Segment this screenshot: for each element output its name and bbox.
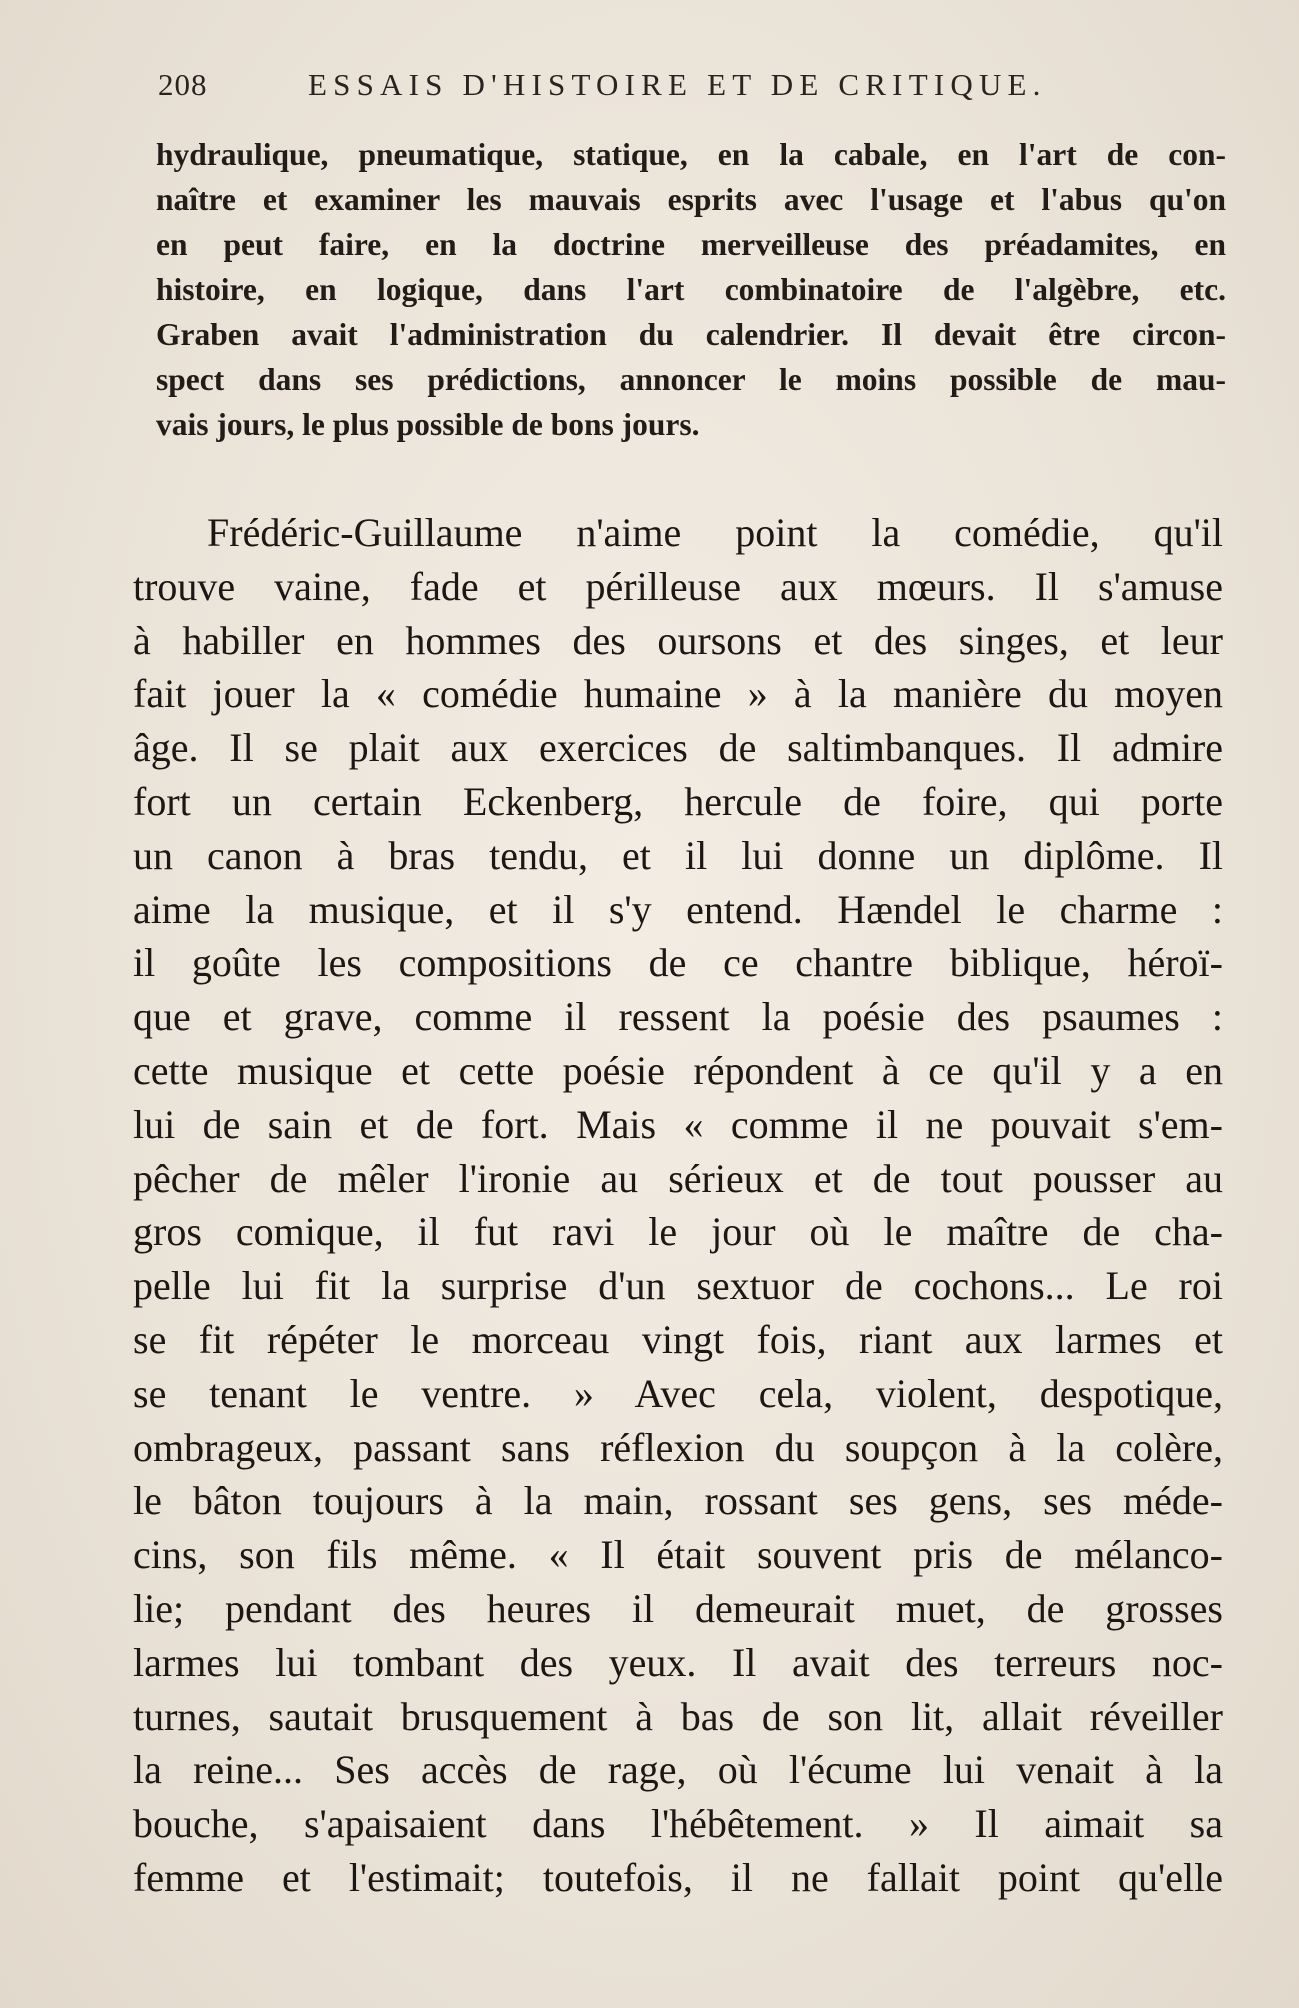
quote-line: spect dans ses prédictions, annoncer le moins possible de mau- [156,362,1226,397]
body-line: pelle lui fit la surprise d'un sextuor de cochons... Le roi [133,1263,1223,1309]
body-line: à habiller en hommes des oursons et des singes, et leur [133,617,1223,663]
body-line: bouche, s'apaisaient dans l'hébêtement. » Il aimait sa [133,1801,1223,1847]
quote-line: histoire, en logique, dans l'art combinatoire de l'algèbre, etc. [156,272,1226,307]
body-line: turnes, sautait brusquement à bas de son lit, allait réveiller [133,1693,1223,1739]
quote-line: en peut faire, en la doctrine merveilleuse des préadamites, en [156,227,1226,262]
body-line: la reine... Ses accès de rage, où l'écume lui venait à la [133,1747,1223,1793]
body-line: gros comique, il fut ravi le jour où le maître de cha- [133,1209,1223,1255]
body-line: ombrageux, passant sans réflexion du soupçon à la colère, [133,1424,1223,1470]
body-line: cette musique et cette poésie répondent à ce qu'il y a en [133,1047,1223,1093]
body-paragraph [133,506,1223,1905]
body-line: aime la musique, et il s'y entend. Hændel le charme : [133,886,1223,932]
body-line: que et grave, comme il ressent la poésie des psaumes : [133,994,1223,1040]
page-header [158,60,1168,110]
page-number: 208 [158,67,208,102]
quoted-passage [156,132,1226,447]
body-line: se fit répéter le morceau vingt fois, riant aux larmes et [133,1316,1223,1362]
body-line: il goûte les compositions de ce chantre biblique, héroï- [133,940,1223,986]
body-line: lie; pendant des heures il demeurait muet, de grosses [133,1585,1223,1631]
body-line: âge. Il se plait aux exercices de saltimbanques. Il admire [133,725,1223,771]
body-line: larmes lui tombant des yeux. Il avait des terreurs noc- [133,1639,1223,1685]
body-line: se tenant le ventre. » Avec cela, violent, despotique, [133,1370,1223,1416]
running-head: ESSAIS D'HISTOIRE ET DE CRITIQUE. [308,67,1047,102]
body-line: un canon à bras tendu, et il lui donne un diplôme. Il [133,832,1223,878]
body-line: Frédéric-Guillaume n'aime point la comédie, qu'il [207,510,1223,555]
body-line: fort un certain Eckenberg, hercule de foire, qui porte [133,778,1223,824]
quote-line: hydraulique, pneumatique, statique, en la cabale, en l'art de con- [156,137,1226,172]
body-line: le bâton toujours à la main, rossant ses gens, ses méde- [133,1478,1223,1524]
quote-line: vais jours, le plus possible de bons jours. [156,407,700,442]
body-line: lui de sain et de fort. Mais « comme il ne pouvait s'em- [133,1101,1223,1147]
quote-line: naître et examiner les mauvais esprits avec l'usage et l'abus qu'on [156,182,1226,217]
body-line: trouve vaine, fade et périlleuse aux mœurs. Il s'amuse [133,563,1223,609]
body-line: femme et l'estimait; toutefois, il ne fallait point qu'elle [133,1854,1223,1900]
quote-line: Graben avait l'administration du calendrier. Il devait être circon- [156,317,1226,352]
body-line: fait jouer la « comédie humaine » à la manière du moyen [133,671,1223,717]
body-line: pêcher de mêler l'ironie au sérieux et de tout pousser au [133,1155,1223,1201]
body-line: cins, son fils même. « Il était souvent pris de mélanco- [133,1532,1223,1578]
